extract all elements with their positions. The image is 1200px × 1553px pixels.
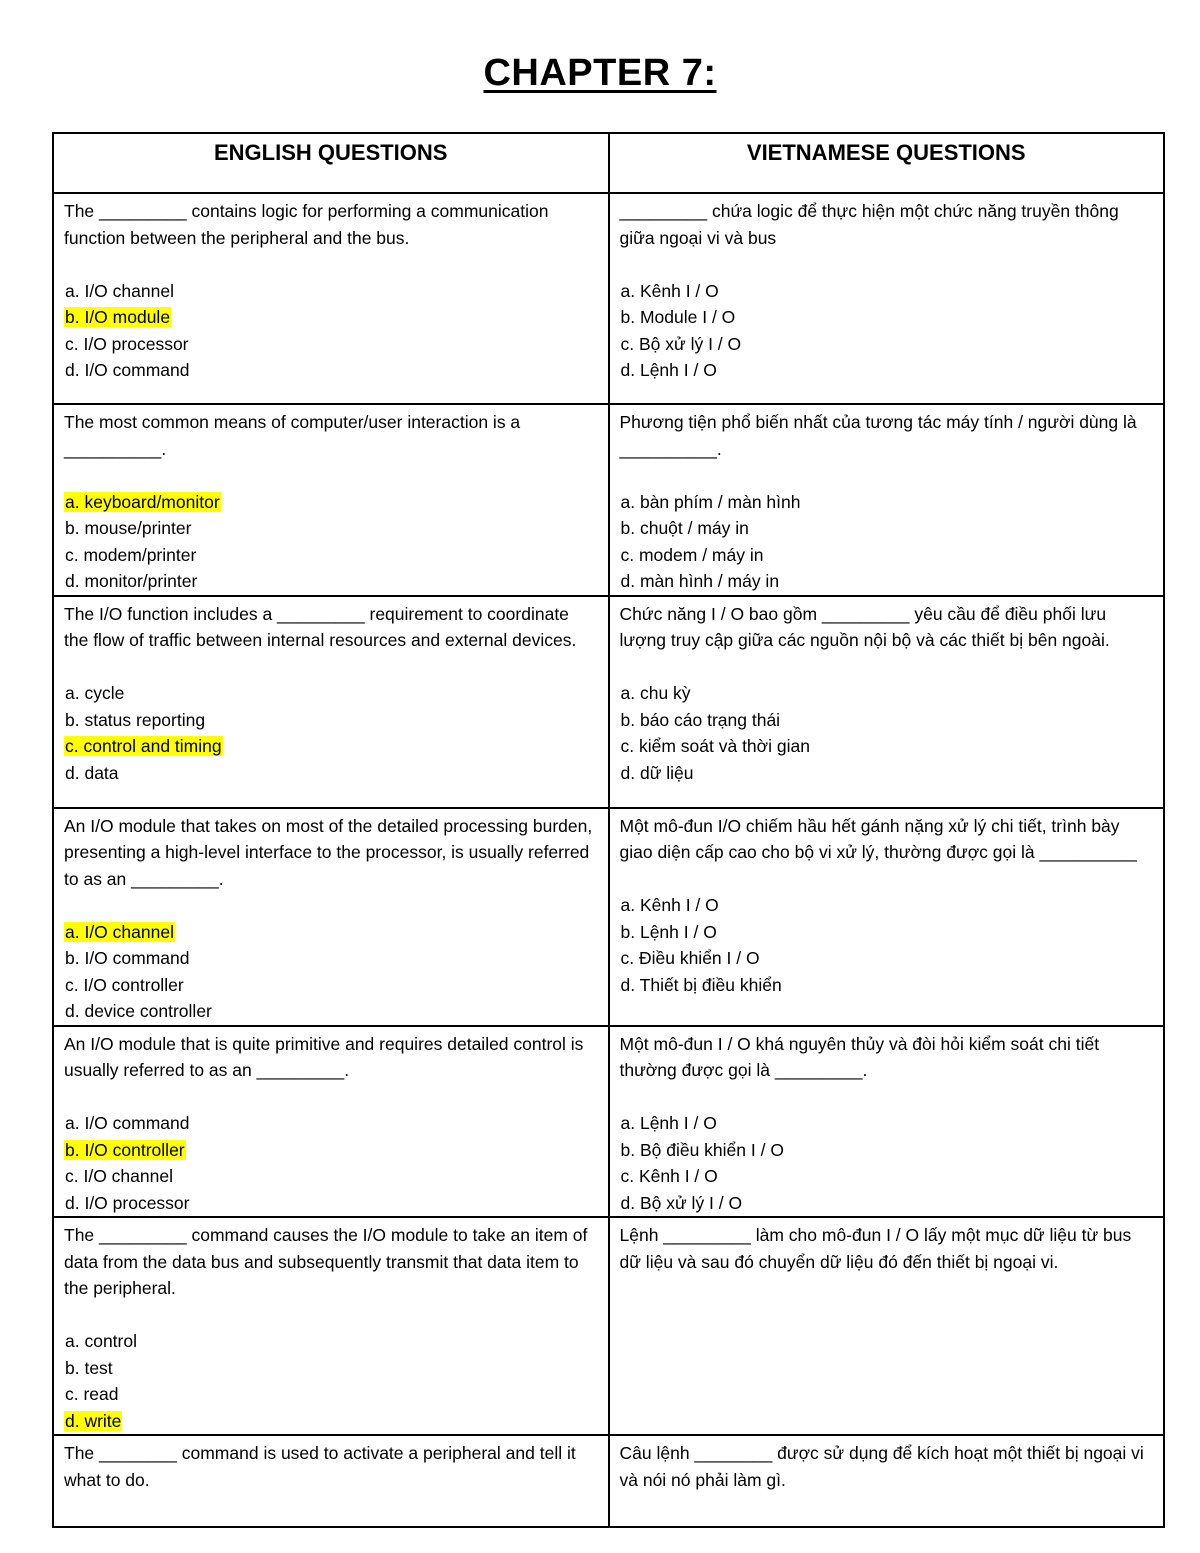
answer-option [64, 489, 598, 516]
vietnamese-question-cell [609, 596, 1165, 808]
answer-option [64, 542, 598, 569]
answer-option [64, 733, 598, 760]
question-text: The ________ command is used to activate a peripheral and tell it what to do. [64, 1443, 576, 1490]
answer-option [620, 1163, 1154, 1190]
question-row [53, 193, 1164, 404]
answer-option [64, 1381, 598, 1408]
answer-option [64, 1110, 598, 1137]
question-text: Câu lệnh ________ được sử dụng để kích hoạt một thiết bị ngoại vi và nói nó phải làm gì. [619, 1443, 1144, 1490]
answer-option [64, 357, 598, 384]
option-label: c. read [65, 1384, 119, 1404]
answer-option [620, 278, 1154, 305]
option-label: a. Kênh I / O [620, 895, 719, 915]
english-question-cell [53, 596, 609, 808]
question-row [53, 1217, 1164, 1435]
answer-option [64, 1190, 598, 1217]
english-question-cell [53, 1026, 609, 1218]
option-label: c. Điều khiển I / O [620, 948, 760, 968]
highlighted-answer: b. I/O controller [65, 1139, 185, 1160]
option-label: a. Kênh I / O [620, 280, 719, 301]
question-text: _________ chứa logic để thực hiện một chức năng truyền thông giữa ngoại vi và bus [619, 201, 1119, 248]
option-label: b. Lệnh I / O [620, 921, 717, 942]
english-question-cell [53, 193, 609, 404]
option-label: d. data [65, 762, 119, 783]
page-title: CHAPTER 7: [483, 52, 717, 94]
answer-option [64, 707, 598, 734]
option-label: d. Bộ xử lý I / O [620, 1192, 743, 1213]
answer-option [64, 1355, 598, 1382]
answer-option [620, 542, 1154, 569]
highlighted-answer: a. I/O channel [65, 921, 174, 942]
question-text: Chức năng I / O bao gồm _________ yêu cầu để điều phối lưu lượng truy cập giữa các nguồn nội bộ và các thiết bị bên ngoài. [619, 603, 1110, 650]
answer-option [64, 304, 598, 331]
option-label: a. control [65, 1331, 137, 1351]
option-label: c. I/O processor [65, 333, 189, 354]
answer-option [64, 998, 598, 1025]
answer-option [620, 945, 1154, 972]
option-label: b. Module I / O [620, 307, 736, 327]
option-label: c. Bộ xử lý I / O [620, 333, 742, 354]
question-row [53, 404, 1164, 596]
option-label: b. chuột / máy in [620, 518, 749, 538]
answer-option [620, 304, 1154, 331]
highlighted-answer: d. write [65, 1410, 122, 1431]
option-label: d. I/O command [65, 360, 190, 380]
question-text: The _________ contains logic for performing a communication function between the peripheral and the bus. [64, 201, 549, 248]
answer-option [620, 707, 1154, 734]
question-row [53, 808, 1164, 1026]
option-label: a. I/O channel [65, 280, 174, 301]
answer-option [620, 568, 1154, 595]
answer-option [620, 972, 1154, 999]
answer-option [64, 1328, 598, 1355]
option-label: a. bàn phím / màn hình [620, 491, 801, 512]
option-label: d. dữ liệu [620, 762, 694, 783]
answer-option [64, 331, 598, 358]
option-label: c. I/O channel [65, 1166, 173, 1186]
option-label: d. Thiết bị điều khiển [620, 974, 782, 995]
answer-option [620, 357, 1154, 384]
question-text: Lệnh _________ làm cho mô-đun I / O lấy một mục dữ liệu từ bus dữ liệu và sau đó chuyển dữ liệu đó đến thiết bị ngoại vi. [619, 1225, 1132, 1272]
question-text: Một mô-đun I/O chiếm hầu hết gánh nặng xử lý chi tiết, trình bày giao diện cấp cao cho bộ vi xử lý, thường được gọi là __________ [619, 815, 1137, 862]
question-text: Phương tiện phổ biến nhất của tương tác máy tính / người dùng là __________. [619, 412, 1137, 459]
answer-option [620, 1190, 1154, 1217]
highlighted-answer: c. control and timing [65, 736, 222, 756]
english-question-cell [53, 1217, 609, 1435]
answer-option [620, 1110, 1154, 1137]
question-row [53, 1435, 1164, 1527]
vietnamese-question-cell [609, 1435, 1165, 1527]
vietnamese-question-cell [609, 1026, 1165, 1218]
answer-option [620, 680, 1154, 707]
answer-option [620, 760, 1154, 787]
answer-option [620, 331, 1154, 358]
option-label: a. chu kỳ [620, 683, 691, 703]
option-label: a. Lệnh I / O [620, 1113, 717, 1133]
answer-option [620, 1137, 1154, 1164]
option-label: b. báo cáo trạng thái [620, 709, 781, 730]
answer-option [620, 489, 1154, 516]
question-row [53, 1026, 1164, 1218]
answer-option [620, 892, 1154, 919]
english-header: ENGLISH QUESTIONS [53, 133, 609, 193]
option-label: a. I/O command [65, 1113, 190, 1133]
questions-table [52, 132, 1165, 1528]
highlighted-answer: a. keyboard/monitor [65, 491, 220, 512]
option-label: c. Kênh I / O [620, 1166, 718, 1186]
answer-option [64, 1408, 598, 1435]
header-row [53, 133, 1164, 193]
highlighted-answer: b. I/O module [65, 307, 171, 327]
answer-option [64, 568, 598, 595]
option-label: d. monitor/printer [65, 571, 198, 591]
option-label: a. cycle [65, 683, 125, 703]
question-text: An I/O module that takes on most of the detailed processing burden, presenting a high-level interface to the processor, is usually referred to as an _________. [64, 815, 593, 889]
vietnamese-question-cell [609, 404, 1165, 596]
question-text: The _________ command causes the I/O module to take an item of data from the data bus and subsequently transmit that data item to the peripheral. [64, 1225, 588, 1298]
answer-option [64, 945, 598, 972]
option-label: b. I/O command [65, 948, 190, 968]
question-row [53, 596, 1164, 808]
answer-option [64, 760, 598, 787]
vietnamese-header: VIETNAMESE QUESTIONS [609, 133, 1165, 193]
option-label: c. I/O controller [65, 974, 184, 995]
option-label: b. status reporting [65, 709, 206, 730]
option-label: d. I/O processor [65, 1192, 190, 1213]
english-question-cell [53, 404, 609, 596]
question-text: The I/O function includes a _________ requirement to coordinate the flow of traffic between internal resources and external devices. [64, 603, 577, 650]
option-label: d. màn hình / máy in [620, 571, 780, 591]
answer-option [64, 919, 598, 946]
answer-option [64, 972, 598, 999]
answer-option [620, 733, 1154, 760]
answer-option [620, 515, 1154, 542]
option-label: b. Bộ điều khiển I / O [620, 1139, 784, 1160]
question-text: Một mô-đun I / O khá nguyên thủy và đòi hỏi kiểm soát chi tiết thường được gọi là _________. [619, 1033, 1100, 1080]
option-label: c. modem/printer [65, 544, 197, 565]
option-label: d. device controller [65, 1001, 212, 1021]
option-label: d. Lệnh I / O [620, 360, 717, 380]
option-label: c. modem / máy in [620, 544, 764, 565]
answer-option [64, 680, 598, 707]
answer-option [64, 1137, 598, 1164]
english-question-cell [53, 808, 609, 1026]
vietnamese-question-cell [609, 193, 1165, 404]
vietnamese-question-cell [609, 808, 1165, 1026]
answer-option [64, 1163, 598, 1190]
vietnamese-question-cell [609, 1217, 1165, 1435]
option-label: b. mouse/printer [65, 518, 192, 538]
english-question-cell [53, 1435, 609, 1527]
answer-option [620, 919, 1154, 946]
answer-option [64, 515, 598, 542]
question-text: The most common means of computer/user interaction is a __________. [64, 412, 521, 459]
option-label: b. test [65, 1357, 113, 1378]
question-text: An I/O module that is quite primitive and requires detailed control is usually referred to as an _________. [64, 1033, 584, 1080]
option-label: c. kiểm soát và thời gian [620, 736, 810, 756]
answer-option [64, 278, 598, 305]
